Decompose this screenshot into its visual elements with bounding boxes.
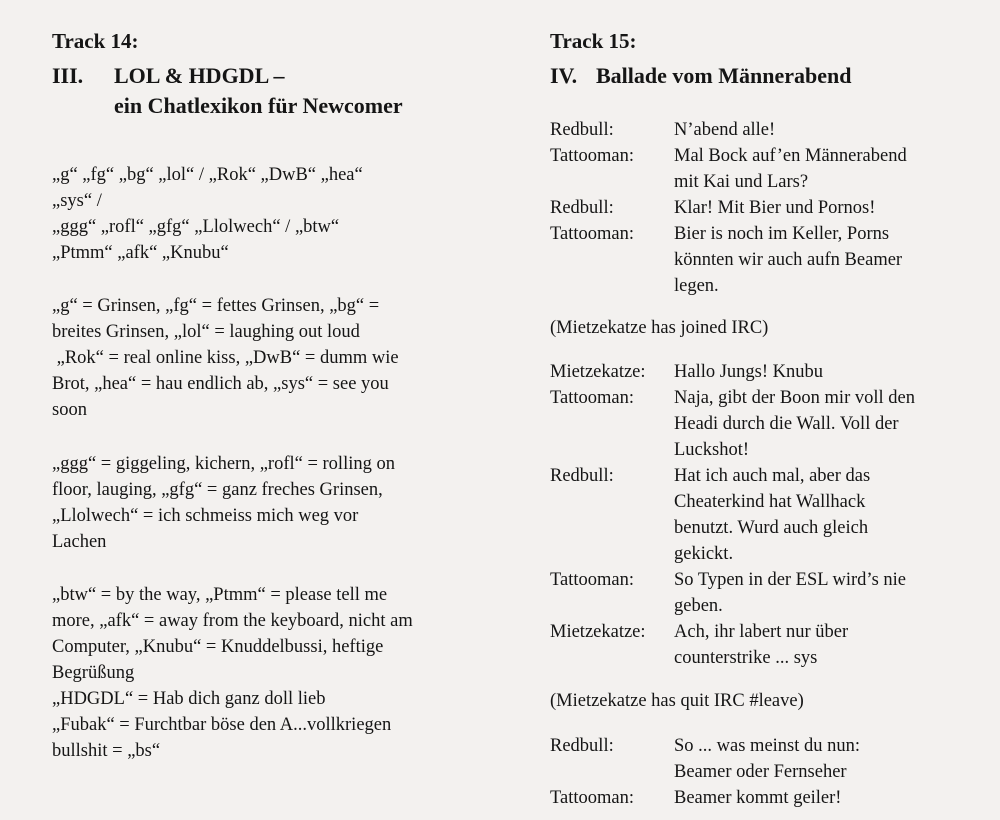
message — [674, 221, 990, 299]
text-line: floor, lauging, „gfg“ = ganz freches Grinsen, — [52, 480, 383, 500]
text-line: „ggg“ „rofl“ „gfg“ „Llolwech“ / „btw“ — [52, 217, 340, 237]
message-line: Hat ich auch mal, aber das — [674, 466, 871, 486]
chat-entry — [550, 385, 990, 463]
message-line: Cheaterkind hat Wallhack — [674, 492, 866, 512]
message — [674, 117, 990, 143]
text-line: „Rok“ = real online kiss, „DwB“ = dumm wie — [52, 348, 399, 368]
section-number: III. — [52, 63, 84, 88]
message — [674, 785, 990, 811]
text-line: „btw“ = by the way, „Ptmm“ = please tell me — [52, 585, 388, 605]
message-line: Ach, ihr labert nur über — [674, 622, 849, 642]
speaker: Tattooman: — [550, 570, 634, 590]
chat-entry — [550, 195, 990, 221]
message-line: Mal Bock auf’en Männerabend — [674, 146, 907, 166]
message-line: Hallo Jungs! Knubu — [674, 362, 824, 382]
message-line: Headi durch die Wall. Voll der — [674, 414, 899, 434]
text-line: „HDGDL“ = Hab dich ganz doll lieb — [52, 689, 326, 709]
track-14-heading: Track 14: — [52, 29, 139, 53]
message — [674, 619, 990, 671]
message — [674, 143, 990, 195]
text-line: Lachen — [52, 532, 107, 552]
speaker: Tattooman: — [550, 146, 634, 166]
text-line: „sys“ / — [52, 191, 102, 211]
title-line-2: ein Chatlexikon für Newcomer — [114, 93, 403, 118]
text-line: more, „afk“ = away from the keyboard, nicht am — [52, 611, 413, 631]
message — [674, 385, 990, 463]
system-note-joined: (Mietzekatze has joined IRC) — [550, 318, 769, 338]
text-line: soon — [52, 400, 87, 420]
message-line: Bier is noch im Keller, Porns — [674, 224, 890, 244]
message-line: geben. — [674, 596, 723, 616]
text-line: breites Grinsen, „lol“ = laughing out loud — [52, 322, 360, 342]
chat-entry — [550, 143, 990, 195]
message — [674, 733, 990, 785]
chat-entry — [550, 117, 990, 143]
message-line: könnten wir auch aufn Beamer — [674, 250, 903, 270]
abbrev-list — [52, 162, 492, 266]
definitions-1 — [52, 293, 492, 423]
message — [674, 359, 990, 385]
message-line: gekickt. — [674, 544, 734, 564]
message-line: Luckshot! — [674, 440, 750, 460]
speaker: Redbull: — [550, 120, 614, 140]
chat-entry — [550, 567, 990, 619]
section-number: IV. — [550, 63, 578, 88]
text-line: „g“ „fg“ „bg“ „lol“ / „Rok“ „DwB“ „hea“ — [52, 165, 363, 185]
message-line: benutzt. Wurd auch gleich — [674, 518, 869, 538]
message-line: Beamer kommt geiler! — [674, 788, 842, 808]
text-line: Computer, „Knubu“ = Knuddelbussi, heftige — [52, 637, 384, 657]
track-14-title — [52, 61, 285, 90]
message — [674, 567, 990, 619]
text-line: „Fubak“ = Furchtbar böse den A...vollkriegen — [52, 715, 392, 735]
chat-entry — [550, 619, 990, 671]
title-line-1: LOL & HDGDL – — [114, 63, 285, 88]
definitions-2 — [52, 451, 492, 555]
message-line: So Typen in der ESL wird’s nie — [674, 570, 906, 590]
speaker: Tattooman: — [550, 388, 634, 408]
text-line: „g“ = Grinsen, „fg“ = fettes Grinsen, „bg“ = — [52, 296, 380, 316]
text-line: „Ptmm“ „afk“ „Knubu“ — [52, 243, 229, 263]
chat-entry — [550, 359, 990, 385]
text-line: Begrüßung — [52, 663, 135, 683]
chat-entry — [550, 785, 990, 811]
text-line: „Llolwech“ = ich schmeiss mich weg vor — [52, 506, 359, 526]
speaker: Tattooman: — [550, 788, 634, 808]
chat-block-2 — [550, 359, 990, 671]
chat-entry — [550, 463, 990, 567]
message-line: Naja, gibt der Boon mir voll den — [674, 388, 915, 408]
message — [674, 463, 990, 567]
speaker: Redbull: — [550, 198, 614, 218]
message-line: mit Kai und Lars? — [674, 172, 809, 192]
speaker: Redbull: — [550, 736, 614, 756]
speaker: Tattooman: — [550, 224, 634, 244]
chat-entry — [550, 221, 990, 299]
track-15-title — [550, 61, 851, 90]
chat-block-3 — [550, 733, 990, 811]
message-line: legen. — [674, 276, 719, 296]
speaker: Mietzekatze: — [550, 622, 646, 642]
text-line: bullshit = „bs“ — [52, 741, 161, 761]
track-15-heading: Track 15: — [550, 29, 637, 53]
speaker: Mietzekatze: — [550, 362, 646, 382]
system-note-quit: (Mietzekatze has quit IRC #leave) — [550, 691, 804, 711]
text-line: Brot, „hea“ = hau endlich ab, „sys“ = see you — [52, 374, 389, 394]
definitions-3 — [52, 582, 492, 764]
text-line: „ggg“ = giggeling, kichern, „rofl“ = rolling on — [52, 454, 395, 474]
message — [674, 195, 990, 221]
speaker: Redbull: — [550, 466, 614, 486]
message-line: Beamer oder Fernseher — [674, 762, 847, 782]
message-line: N’abend alle! — [674, 120, 776, 140]
chat-block-1 — [550, 117, 990, 299]
title-text: Ballade vom Männerabend — [596, 63, 852, 88]
chat-entry — [550, 733, 990, 785]
message-line: Klar! Mit Bier und Pornos! — [674, 198, 876, 218]
message-line: So ... was meinst du nun: — [674, 736, 861, 756]
message-line: counterstrike ... sys — [674, 648, 818, 668]
